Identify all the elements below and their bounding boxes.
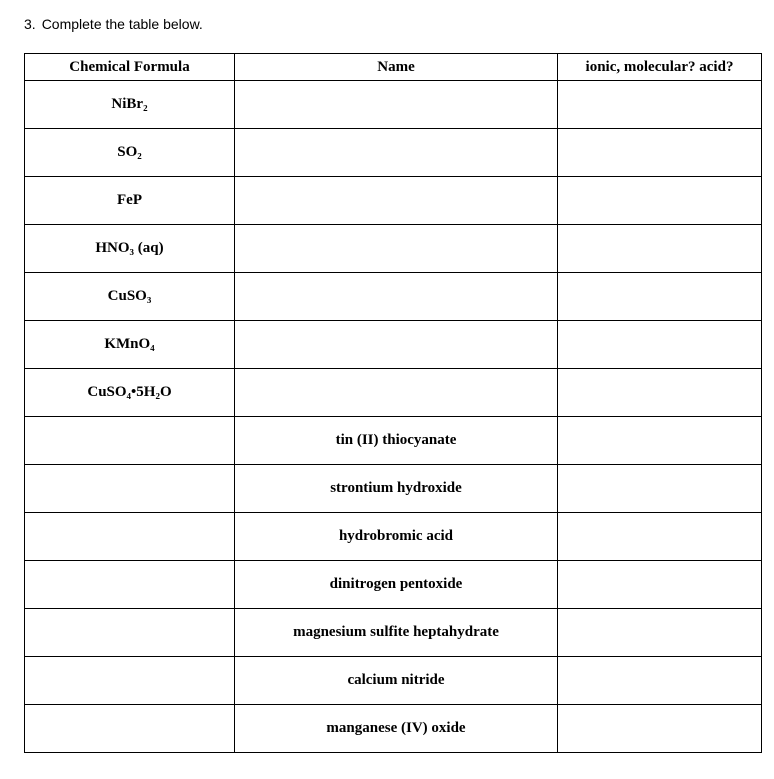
name-cell[interactable]: [235, 129, 558, 177]
formula-cell[interactable]: [25, 705, 235, 753]
header-chemical-formula: Chemical Formula: [25, 54, 235, 81]
formula-cell[interactable]: NiBr₂: [25, 81, 235, 129]
type-cell[interactable]: [558, 273, 762, 321]
name-cell[interactable]: manganese (IV) oxide: [235, 705, 558, 753]
formula-cell[interactable]: CuSO₃: [25, 273, 235, 321]
formula-cell[interactable]: [25, 465, 235, 513]
formula-cell[interactable]: HNO₃ (aq): [25, 225, 235, 273]
type-cell[interactable]: [558, 81, 762, 129]
type-cell[interactable]: [558, 657, 762, 705]
type-cell[interactable]: [558, 225, 762, 273]
name-cell[interactable]: magnesium sulfite heptahydrate: [235, 609, 558, 657]
name-cell[interactable]: calcium nitride: [235, 657, 558, 705]
name-cell[interactable]: strontium hydroxide: [235, 465, 558, 513]
question-text: Complete the table below.: [41, 16, 203, 32]
formula-cell[interactable]: [25, 513, 235, 561]
table-row: [25, 705, 762, 753]
table-row: [25, 657, 762, 705]
type-cell[interactable]: [558, 705, 762, 753]
type-cell[interactable]: [558, 465, 762, 513]
type-cell[interactable]: [558, 417, 762, 465]
type-cell[interactable]: [558, 369, 762, 417]
name-cell[interactable]: [235, 225, 558, 273]
table-row: [25, 417, 762, 465]
table-row: [25, 81, 762, 129]
header-compound-type: ionic, molecular? acid?: [558, 54, 762, 81]
name-cell[interactable]: [235, 177, 558, 225]
table-row: [25, 129, 762, 177]
table-row: [25, 465, 762, 513]
type-cell[interactable]: [558, 129, 762, 177]
table-row: [25, 513, 762, 561]
question-prompt: [24, 16, 203, 32]
formula-cell[interactable]: FeP: [25, 177, 235, 225]
name-cell[interactable]: [235, 369, 558, 417]
formula-cell[interactable]: CuSO₄•5H₂O: [25, 369, 235, 417]
formula-cell[interactable]: KMnO₄: [25, 321, 235, 369]
table-row: [25, 225, 762, 273]
type-cell[interactable]: [558, 609, 762, 657]
header-name: Name: [235, 54, 558, 81]
name-cell[interactable]: [235, 273, 558, 321]
name-cell[interactable]: [235, 321, 558, 369]
table-row: [25, 273, 762, 321]
type-cell[interactable]: [558, 321, 762, 369]
table-row: [25, 177, 762, 225]
table-row: [25, 321, 762, 369]
question-number: 3.: [24, 16, 36, 32]
name-cell[interactable]: [235, 81, 558, 129]
name-cell[interactable]: tin (II) thiocyanate: [235, 417, 558, 465]
table-row: [25, 609, 762, 657]
type-cell[interactable]: [558, 561, 762, 609]
type-cell[interactable]: [558, 513, 762, 561]
formula-cell[interactable]: SO₂: [25, 129, 235, 177]
name-cell[interactable]: dinitrogen pentoxide: [235, 561, 558, 609]
table-row: [25, 369, 762, 417]
name-cell[interactable]: hydrobromic acid: [235, 513, 558, 561]
formula-cell[interactable]: [25, 561, 235, 609]
table-row: [25, 561, 762, 609]
formula-cell[interactable]: [25, 417, 235, 465]
formula-cell[interactable]: [25, 609, 235, 657]
type-cell[interactable]: [558, 177, 762, 225]
compound-table: [24, 53, 762, 753]
header-row: [25, 54, 762, 81]
formula-cell[interactable]: [25, 657, 235, 705]
